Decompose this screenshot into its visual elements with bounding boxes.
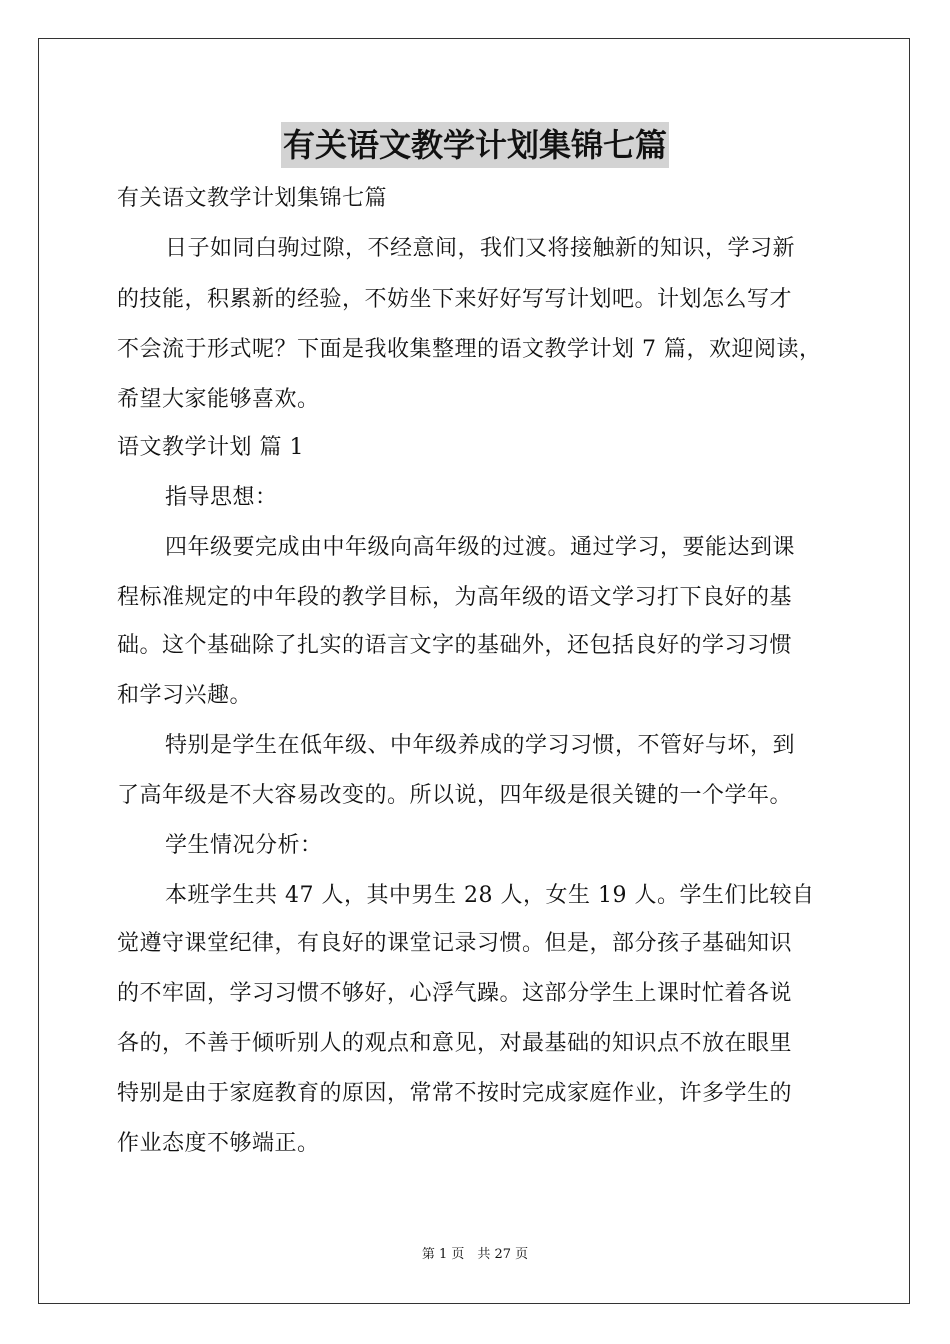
paragraph-line: 础。这个基础除了扎实的语言文字的基础外，还包括良好的学习习惯 <box>117 633 793 658</box>
document-title-wrap <box>0 122 950 168</box>
paragraph-line: 四年级要完成由中年级向高年级的过渡。通过学习，要能达到课 <box>165 535 796 560</box>
paragraph-line: 程标准规定的中年段的教学目标，为高年级的语文学习打下良好的基 <box>117 585 793 610</box>
intro-line-2: 的技能，积累新的经验，不妨坐下来好好写写计划吧。计划怎么写才 <box>117 287 793 312</box>
intro-line-4: 希望大家能够喜欢。 <box>117 387 320 412</box>
paragraph-line: 觉遵守课堂纪律，有良好的课堂记录习惯。但是，部分孩子基础知识 <box>117 931 793 956</box>
paragraph-line: 了高年级是不大容易改变的。所以说，四年级是很关键的一个学年。 <box>117 783 793 808</box>
section-heading: 语文教学计划 篇 1 <box>117 435 304 460</box>
paragraph-line: 本班学生共 47 人，其中男生 28 人，女生 19 人。学生们比较自 <box>165 883 815 908</box>
page-frame <box>38 38 910 1304</box>
intro-line-1: 日子如同白驹过隙，不经意间，我们又将接触新的知识，学习新 <box>165 236 796 261</box>
subtitle-line: 有关语文教学计划集锦七篇 <box>117 186 388 211</box>
guiding-thought-heading: 指导思想： <box>165 485 278 510</box>
paragraph-line: 和学习兴趣。 <box>117 683 253 708</box>
paragraph-line: 特别是由于家庭教育的原因，常常不按时完成家庭作业，许多学生的 <box>117 1081 793 1106</box>
paragraph-line: 的不牢固，学习习惯不够好，心浮气躁。这部分学生上课时忙着各说 <box>117 981 793 1006</box>
intro-line-3: 不会流于形式呢？下面是我收集整理的语文教学计划 7 篇，欢迎阅读， <box>117 337 822 362</box>
document-title: 有关语文教学计划集锦七篇 <box>281 122 669 168</box>
paragraph-line: 作业态度不够端正。 <box>117 1131 320 1156</box>
student-analysis-heading: 学生情况分析： <box>165 833 323 858</box>
paragraph-line: 各的，不善于倾听别人的观点和意见，对最基础的知识点不放在眼里 <box>117 1031 793 1056</box>
paragraph-line: 特别是学生在低年级、中年级养成的学习习惯，不管好与坏，到 <box>165 733 796 758</box>
page-number: 第 1 页 共 27 页 <box>421 1247 529 1262</box>
